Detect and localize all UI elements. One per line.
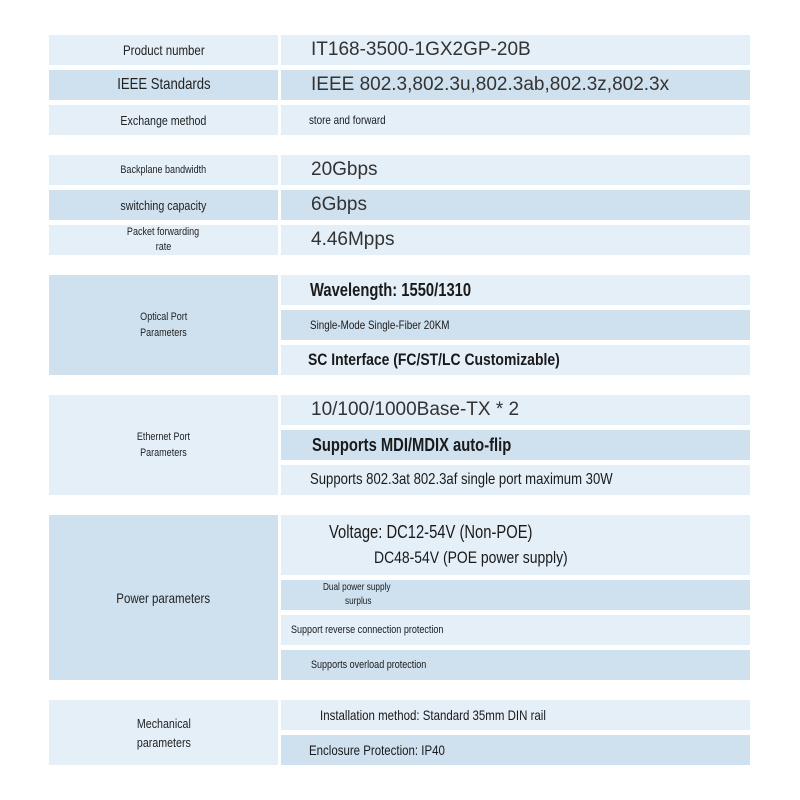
label-backplane-bandwidth: Backplane bandwidth (49, 155, 278, 185)
label-ethernet-port-parameters: Ethernet Port Parameters (49, 395, 278, 495)
value-backplane-bandwidth: 20Gbps (281, 155, 750, 185)
label-optical-port-parameters: Optical Port Parameters (49, 275, 278, 375)
label-power-parameters: Power parameters (49, 515, 278, 680)
label-switching-capacity: switching capacity (49, 190, 278, 220)
label-mechanical-parameters: Mechanical parameters (49, 700, 278, 765)
value-installation-method: Installation method: Standard 35mm DIN rail (281, 700, 750, 730)
value-fiber-mode: Single-Mode Single-Fiber 20KM (281, 310, 750, 340)
value-voltage: Voltage: DC12-54V (Non-POE) DC48-54V (POE power supply) (281, 515, 750, 575)
value-reverse-protection: Support reverse connection protection (281, 615, 750, 645)
value-ethernet-ports: 10/100/1000Base-TX * 2 (281, 395, 750, 425)
value-wavelength: Wavelength: 1550/1310 (281, 275, 750, 305)
label-ieee-standards: IEEE Standards (49, 70, 278, 100)
value-ieee-standards: IEEE 802.3,802.3u,802.3ab,802.3z,802.3x (281, 70, 750, 100)
label-packet-forwarding-rate: Packet forwarding rate (49, 225, 278, 255)
value-sc-interface: SC Interface (FC/ST/LC Customizable) (281, 345, 750, 375)
value-enclosure-protection: Enclosure Protection: IP40 (281, 735, 750, 765)
value-overload-protection: Supports overload protection (281, 650, 750, 680)
label-product-number: Product number (49, 35, 278, 65)
value-switching-capacity: 6Gbps (281, 190, 750, 220)
value-mdi-mdix: Supports MDI/MDIX auto-flip (281, 430, 750, 460)
label-exchange-method: Exchange method (49, 105, 278, 135)
value-exchange-method: store and forward (281, 105, 750, 135)
value-dual-power: Dual power supply surplus (281, 580, 750, 610)
value-poe-support: Supports 802.3at 802.3af single port maximum 30W (281, 465, 750, 495)
value-product-number: IT168-3500-1GX2GP-20B (281, 35, 750, 65)
value-packet-forwarding-rate: 4.46Mpps (281, 225, 750, 255)
